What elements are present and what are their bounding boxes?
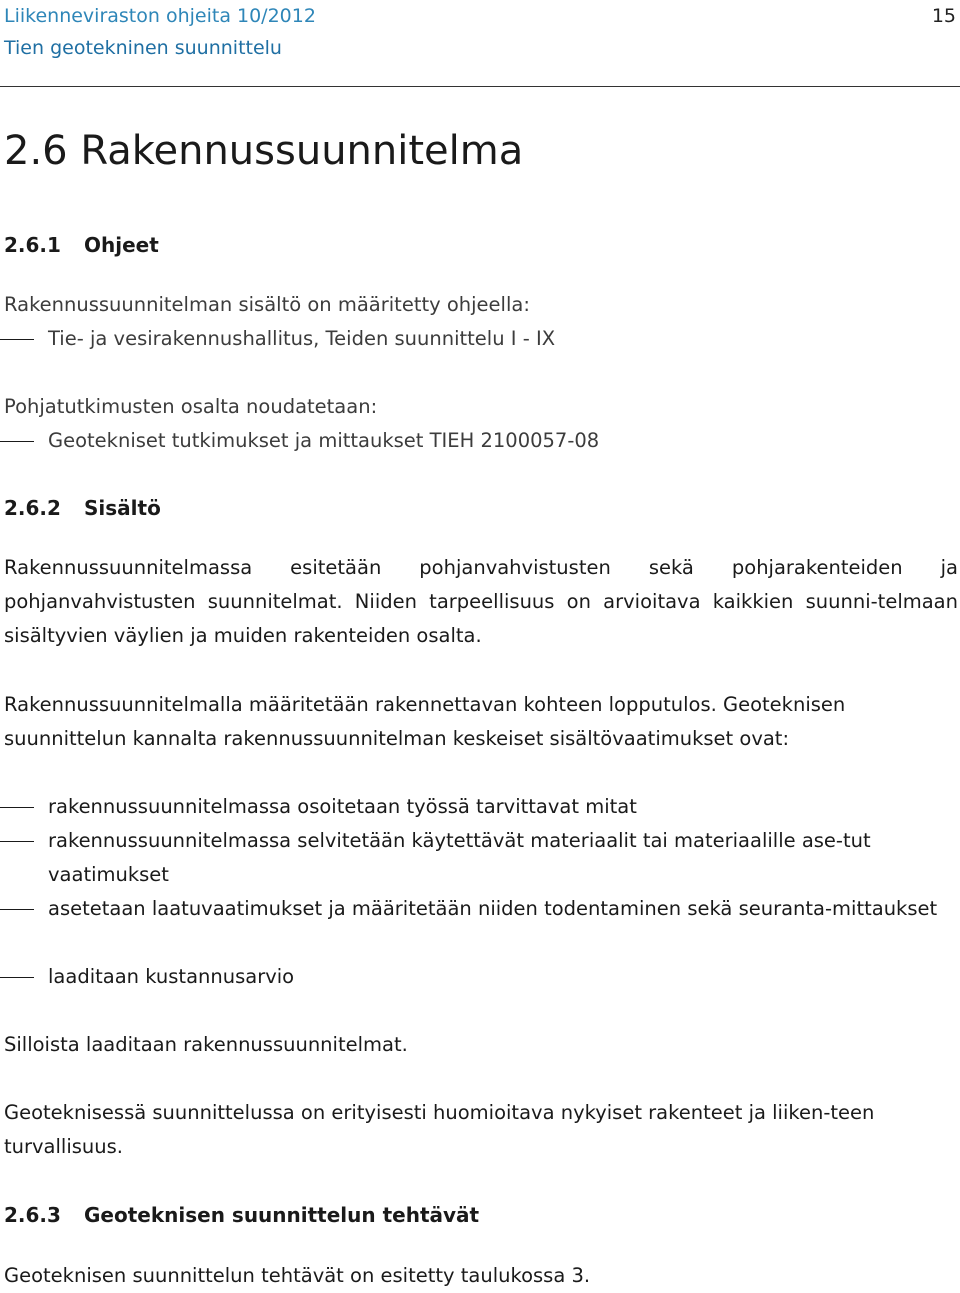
list-item-text: rakennussuunnitelmassa osoitetaan työssä tarvittavat mitat [48, 795, 637, 818]
page-number: 15 [931, 5, 956, 27]
subsection-heading-sisalto [4, 495, 161, 521]
list-item-text: Tie- ja vesirakennushallitus, Teiden suunnittelu I - IX [48, 327, 556, 350]
paragraph: Geoteknisessä suunnittelussa on erityisesti huomioitava nykyiset rakenteet ja liiken-teen turvallisuus. [4, 1101, 875, 1158]
list-item [0, 424, 958, 458]
header-title: Tien geotekninen suunnittelu [4, 37, 282, 59]
dash-bullet-icon [0, 339, 34, 340]
list-item-text: Geotekniset tutkimukset ja mittaukset TIEH 2100057-08 [48, 429, 600, 452]
list-item [0, 892, 958, 926]
list-item-text: asetetaan laatuvaatimukset ja määritetään niiden todentaminen sekä seuranta-mittaukset [48, 897, 938, 920]
subsection-number: 2.6.2 [4, 496, 61, 520]
dash-bullet-icon [0, 977, 34, 978]
list-item [0, 824, 958, 892]
subsection-heading-ohjeet [4, 232, 159, 258]
dash-bullet-icon [0, 841, 34, 842]
dash-bullet-icon [0, 807, 34, 808]
subsection-number: 2.6.1 [4, 233, 61, 257]
subsection-title: Geoteknisen suunnittelun tehtävät [84, 1203, 480, 1227]
paragraph: Rakennussuunnitelmassa esitetään pohjanvahvistusten sekä pohjarakenteiden ja pohjanvahvistusten suunnitelmat. Niiden tarpeellisuus on arvioitava kaikkien suunni-telmaan sisältyvien väylien ja muiden rakenteiden osalta. [4, 556, 958, 647]
list-item [0, 790, 958, 824]
list-item-text: laaditaan kustannusarvio [48, 965, 295, 988]
list-item-text: rakennussuunnitelmassa selvitetään käytettävät materiaalit tai materiaalille ase-tut vaatimukset [48, 829, 871, 886]
paragraph: Geoteknisen suunnittelun tehtävät on esitetty taulukossa 3. [4, 1264, 591, 1287]
header-divider [0, 86, 960, 87]
list-item [0, 322, 958, 356]
subsection-title: Ohjeet [84, 233, 159, 257]
section-title: 2.6 Rakennussuunnitelma [4, 128, 524, 174]
subsection-number: 2.6.3 [4, 1203, 61, 1227]
subsection-title: Sisältö [84, 496, 161, 520]
header-series: Liikenneviraston ohjeita 10/2012 [4, 5, 316, 27]
dash-bullet-icon [0, 441, 34, 442]
paragraph: Silloista laaditaan rakennussuunnitelmat. [4, 1033, 408, 1056]
paragraph: Pohjatutkimusten osalta noudatetaan: [4, 395, 378, 418]
subsection-heading-tehtavat [4, 1202, 479, 1228]
list-item [0, 960, 958, 994]
paragraph: Rakennussuunnitelmalla määritetään rakennettavan kohteen lopputulos. Geoteknisen suunnittelun kannalta rakennussuunnitelman keskeiset sisältövaatimukset ovat: [4, 693, 846, 750]
dash-bullet-icon [0, 909, 34, 910]
paragraph: Rakennussuunnitelman sisältö on määritetty ohjeella: [4, 293, 530, 316]
